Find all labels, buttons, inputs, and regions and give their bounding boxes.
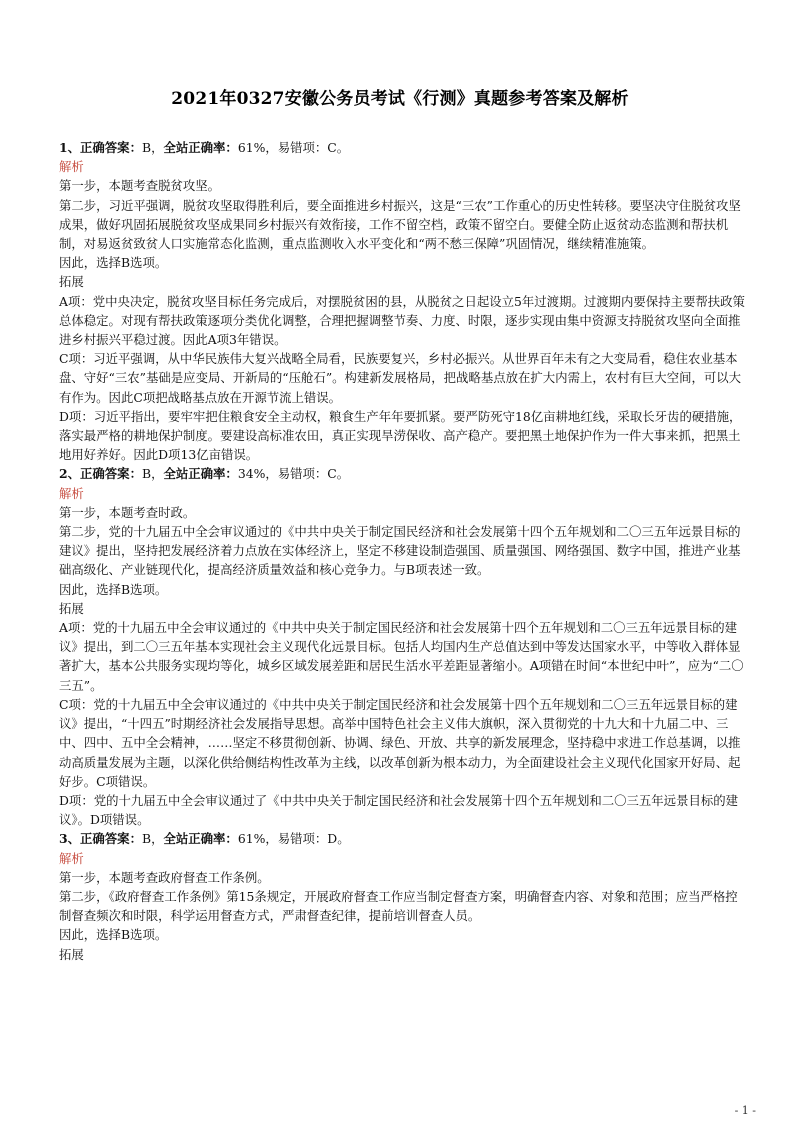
- q2-rate-label: 全站正确率：: [163, 466, 238, 482]
- q1-tuozhan-heading: 拓展: [59, 274, 84, 290]
- q2-answer-value: B，: [141, 466, 164, 482]
- q3-jiexi-heading: 解析: [59, 850, 84, 866]
- q2-answer-line: [59, 464, 747, 483]
- q1-jiexi-heading: 解析: [59, 159, 84, 175]
- q3-conclusion: 因此，选择B选项。: [59, 927, 168, 943]
- q1-answer-label: 1、正确答案：: [59, 140, 142, 155]
- q2-step1: 第一步，本题考查时政。: [59, 504, 196, 520]
- q1-answer-line: [59, 138, 747, 157]
- q1-answer-value: B，: [141, 140, 164, 155]
- q3-rate-rest: 61%，易错项：D。: [237, 831, 350, 847]
- q3-tuozhan-heading: 拓展: [59, 946, 84, 962]
- document-title: 2021年0327安徽公务员考试《行测》真题参考答案及解析: [171, 89, 629, 109]
- q1-step1: 第一步，本题考查脱贫攻坚。: [59, 178, 221, 194]
- page-number: - 1 -: [734, 1104, 756, 1117]
- q2-option-c: C项：党的十九届五中全会审议通过的《中共中央关于制定国民经济和社会发展第十四个五年规划和二〇三五年远景目标的建议》提出，“十四五”时期经济社会发展指导思想。高举中国特色社会主义伟大旗帜，深入贯彻党的十九大和十九届二中、三中、四中、五中全会精神，……坚定不移贯彻创新、协调、绿色、开放、共享的新发展理念，坚持稳中求进工作总基调，以推动高质量发展为主题，以深化供给侧结构性改革为主线，以改革创新为根本动力，为全面建设社会主义现代化国家开好局、起好步。C项错误。: [59, 696, 741, 789]
- q3-answer-line: [59, 829, 747, 848]
- q2-option-d: D项：党的十九届五中全会审议通过了《中共中央关于制定国民经济和社会发展第十四个五年规划和二〇三五年远景目标的建议》。D项错误。: [59, 792, 739, 828]
- q2-step2: 第二步，党的十九届五中全会审议通过的《中共中央关于制定国民经济和社会发展第十四个五年规划和二〇三五年远景目标的建议》提出，坚持把发展经济着力点放在实体经济上，坚定不移建设制造强国、质量强国、网络强国、数字中国，推进产业基础高级化、产业链现代化，提高经济质量效益和核心竞争力。与B项表述一致。: [59, 524, 741, 578]
- q1-conclusion: 因此，选择B选项。: [59, 255, 168, 271]
- q3-answer-label: 3、正确答案：: [59, 831, 142, 847]
- q1-option-a: A项：党中央决定，脱贫攻坚目标任务完成后，对摆脱贫困的县，从脱贫之日起设立5年过渡期。过渡期内要保持主要帮扶政策总体稳定。对现有帮扶政策逐项分类优化调整，合理把握调整节奏、力度、时限，逐步实现由集中资源支持脱贫攻坚向全面推进乡村振兴平稳过渡。因此A项3年错误。: [59, 293, 745, 348]
- q3-rate-label: 全站正确率：: [163, 831, 238, 847]
- q1-option-c: C项：习近平强调，从中华民族伟大复兴战略全局看，民族要复兴，乡村必振兴。从世界百年未有之大变局看，稳住农业基本盘、守好“三农”基础是应变局、开新局的“压舱石”。构建新发展格局，把战略基点放在扩大内需上，农村有巨大空间，可以大有作为。因此C项把战略基点放在开源节流上错误。: [59, 351, 742, 405]
- q1-rate-label: 全站正确率：: [163, 140, 238, 155]
- q3-step1: 第一步，本题考查政府督查工作条例。: [59, 869, 270, 885]
- q1-option-d: D项：习近平指出，要牢牢把住粮食安全主动权，粮食生产年年要抓紧。要严防死守18亿亩耕地红线，采取长牙齿的硬措施，落实最严格的耕地保护制度。要建设高标准农田，真正实现旱涝保收、高产稳产。要把黑土地保护作为一件大事来抓，把黑土地用好养好。因此D项13亿亩错误。: [59, 408, 742, 463]
- q2-option-a: A项：党的十九届五中全会审议通过的《中共中央关于制定国民经济和社会发展第十四个五年规划和二〇三五年远景目标的建议》提出，到二〇三五年基本实现社会主义现代化远景目标。包括人均国内生产总值达到中等发达国家水平，中等收入群体显著扩大，基本公共服务实现均等化，城乡区域发展差距和居民生活水平差距显著缩小。A项错在时间“本世纪中叶”，应为“二〇三五”。: [59, 620, 744, 693]
- q3-step2: 第二步，《政府督查工作条例》第15条规定，开展政府督查工作应当制定督查方案，明确督查内容、对象和范围；应当严格控制督查频次和时限，科学运用督查方式，严肃督查纪律，提前培训督查人员。: [59, 888, 738, 924]
- q2-tuozhan-heading: 拓展: [59, 600, 84, 616]
- document-body: [59, 138, 747, 964]
- q3-answer-value: B，: [141, 831, 164, 847]
- q2-rate-rest: 34%，易错项：C。: [237, 466, 350, 482]
- q1-step2: 第二步，习近平强调，脱贫攻坚取得胜利后，要全面推进乡村振兴，这是“三农”工作重心的历史性转移。要坚决守住脱贫攻坚成果，做好巩固拓展脱贫攻坚成果同乡村振兴有效衔接，工作不留空档，政策不留空白。要健全防止返贫动态监测和帮扶机制，对易返贫致贫人口实施常态化监测，重点监测收入水平变化和“两不愁三保障”巩固情况，继续精准施策。: [59, 197, 741, 252]
- q2-answer-label: 2、正确答案：: [59, 466, 142, 482]
- q2-conclusion: 因此，选择B选项。: [59, 581, 168, 597]
- q2-jiexi-heading: 解析: [59, 485, 84, 501]
- q1-rate-rest: 61%，易错项：C。: [237, 140, 350, 155]
